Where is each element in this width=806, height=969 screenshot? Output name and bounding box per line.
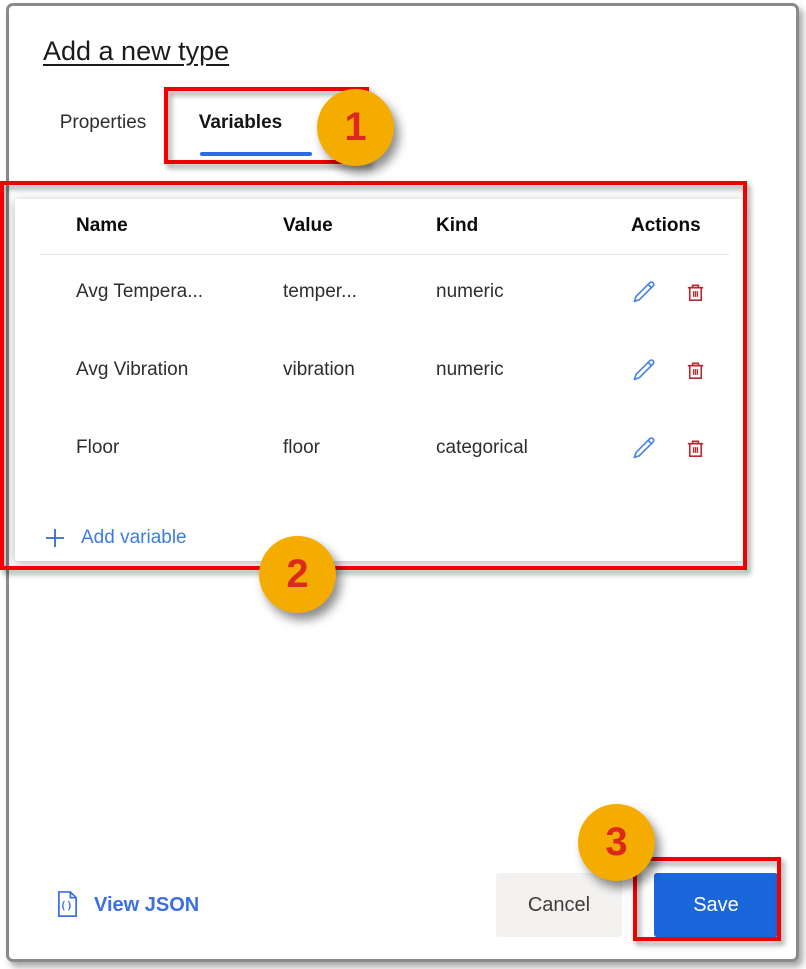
table-row <box>15 331 743 409</box>
trash-icon <box>684 448 707 463</box>
plus-icon <box>43 526 67 550</box>
view-json-label: View JSON <box>94 893 200 916</box>
add-variable-button[interactable] <box>43 521 187 555</box>
step-badge-2: 2 <box>259 536 336 613</box>
cancel-button[interactable]: Cancel <box>496 873 622 937</box>
page-title: Add a new type <box>43 36 230 66</box>
variable-value-cell: temper... <box>283 281 357 302</box>
tab-properties[interactable]: Properties <box>59 112 147 133</box>
table-row <box>15 253 743 331</box>
json-file-icon <box>56 890 79 921</box>
edit-variable-button[interactable] <box>631 435 658 462</box>
delete-variable-button[interactable] <box>684 281 707 304</box>
column-header-kind: Kind <box>436 215 479 236</box>
column-header-value: Value <box>283 215 333 236</box>
step-badge-3: 3 <box>578 804 655 881</box>
pencil-icon <box>631 450 658 465</box>
svg-text:(): () <box>60 899 73 912</box>
trash-icon <box>684 370 707 385</box>
variable-value-cell: floor <box>283 437 320 458</box>
add-variable-label: Add variable <box>81 527 187 548</box>
trash-icon <box>684 292 707 307</box>
save-button[interactable]: Save <box>654 873 778 937</box>
table-header-row <box>15 199 743 253</box>
variable-kind-cell: numeric <box>436 281 504 302</box>
variable-name-cell: Avg Vibration <box>76 359 189 380</box>
column-header-actions: Actions <box>631 215 701 236</box>
tab-variables[interactable]: Variables <box>198 112 283 133</box>
active-tab-indicator <box>200 152 312 156</box>
edit-variable-button[interactable] <box>631 279 658 306</box>
column-header-name: Name <box>76 215 128 236</box>
variable-kind-cell: categorical <box>436 437 528 458</box>
variable-kind-cell: numeric <box>436 359 504 380</box>
step-badge-1: 1 <box>317 89 394 166</box>
variable-name-cell: Avg Tempera... <box>76 281 204 302</box>
delete-variable-button[interactable] <box>684 359 707 382</box>
variables-table-card <box>15 199 743 561</box>
variable-name-cell: Floor <box>76 437 120 458</box>
view-json-button[interactable] <box>56 888 199 922</box>
add-type-dialog <box>6 3 799 962</box>
variable-value-cell: vibration <box>283 359 355 380</box>
pencil-icon <box>631 372 658 387</box>
table-row <box>15 409 743 487</box>
pencil-icon <box>631 294 658 309</box>
delete-variable-button[interactable] <box>684 437 707 460</box>
header-divider <box>40 254 729 255</box>
edit-variable-button[interactable] <box>631 357 658 384</box>
